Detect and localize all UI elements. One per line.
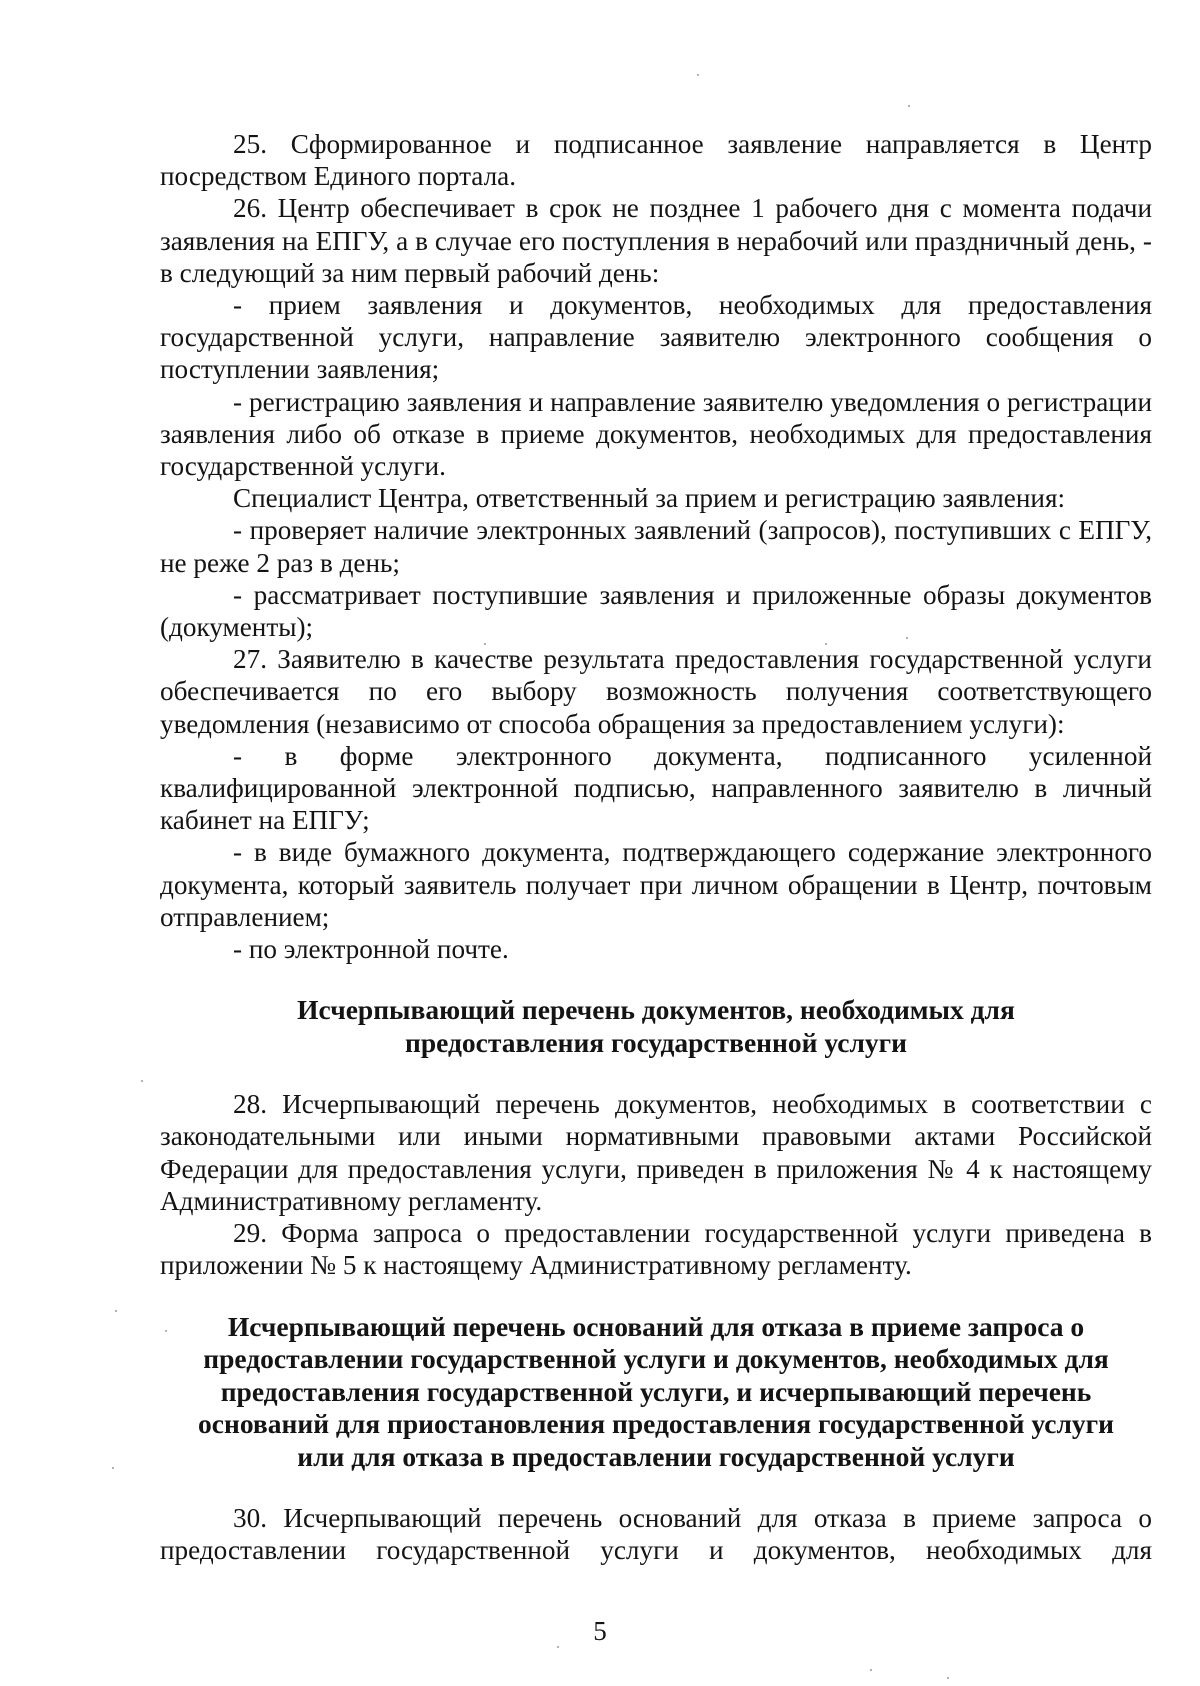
section-heading <box>160 1311 1152 1474</box>
scan-speck <box>557 1646 559 1648</box>
paragraph: 27. Заявителю в качестве результата предоставления государственной услуги обеспечивается по его выбору возможность получения соответствующего уведомления (независимо от способа обращения за предоставлением услуги): <box>160 644 1152 739</box>
paragraph: 30. Исчерпывающий перечень оснований для отказа в приеме запроса о предоставлении государственной услуги и документов, необходимых для <box>160 1503 1152 1566</box>
heading-line: оснований для приостановления предоставления государственной услуги <box>198 1408 1114 1439</box>
paragraph: 29. Форма запроса о предоставлении государственной услуги приведена в приложении № 5 к настоящему Административному регламенту. <box>160 1218 1152 1281</box>
scan-speck <box>115 1310 117 1312</box>
page-number: 5 <box>593 1616 607 1646</box>
list-item: - в виде бумажного документа, подтверждающего содержание электронного документа, который заявитель получает при личном обращении в Центр, почтовым отправлением; <box>160 837 1152 932</box>
heading-line: предоставлении государственной услуги и документов, необходимых для <box>203 1343 1109 1374</box>
scan-speck <box>908 105 910 107</box>
paragraph: 28. Исчерпывающий перечень документов, необходимых в соответствии с законодательными или иными нормативными правовыми актами Российской Федерации для предоставления услуги, приведен в приложения № 4 к настоящему Административному регламенту. <box>160 1089 1152 1216</box>
paragraph: Специалист Центра, ответственный за прием и регистрацию заявления: <box>233 483 1066 514</box>
heading-line: предоставления государственной услуги <box>405 1026 907 1058</box>
list-item: - по электронной почте. <box>233 934 509 965</box>
list-item: - прием заявления и документов, необходимых для предоставления государственной услуги, направление заявителю электронного сообщения о поступлении заявления; <box>160 290 1152 385</box>
scan-speck <box>697 74 699 76</box>
heading-line: предоставления государственной услуги, и исчерпывающий перечень <box>220 1375 1092 1407</box>
paragraph: 25. Сформированное и подписанное заявление направляется в Центр посредством Единого портала. <box>160 129 1152 192</box>
list-item: - проверяет наличие электронных заявлений (запросов), поступивших с ЕПГУ, не реже 2 раз в день; <box>160 515 1152 578</box>
document-body <box>160 128 1152 1566</box>
list-item: - рассматривает поступившие заявления и приложенные образы документов (документы); <box>160 579 1152 643</box>
paragraph: 26. Центр обеспечивает в срок не позднее 1 рабочего дня с момента подачи заявления на ЕПГУ, а в случае его поступления в нерабочий или праздничный день, - в следующий за ним первый рабочий день: <box>160 193 1152 288</box>
list-item: - регистрацию заявления и направление заявителю уведомления о регистрации заявления либо об отказе в приеме документов, необходимых для предоставления государственной услуги. <box>160 386 1152 482</box>
heading-line: или для отказа в предоставлении государственной услуги <box>297 1440 1015 1472</box>
section-heading <box>160 994 1152 1059</box>
scan-speck <box>947 1677 949 1679</box>
scan-speck <box>870 1669 872 1671</box>
heading-line: Исчерпывающий перечень оснований для отказа в приеме запроса о <box>227 1310 1085 1342</box>
scan-speck <box>141 1080 143 1082</box>
heading-line: Исчерпывающий перечень документов, необходимых для <box>297 994 1015 1026</box>
scan-speck <box>112 1467 114 1469</box>
list-item: - в форме электронного документа, подписанного усиленной квалифицированной электронной подписью, направленного заявителю в личный кабинет на ЕПГУ; <box>160 740 1152 836</box>
